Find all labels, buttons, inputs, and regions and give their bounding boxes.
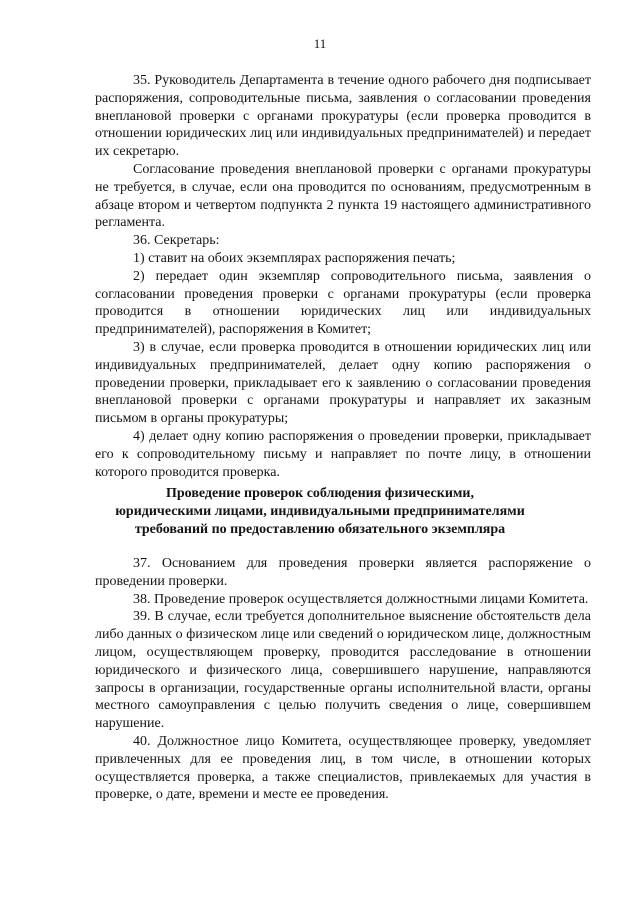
- regulation-text-after: [95, 555, 591, 804]
- paragraph-36: 36. Секретарь:: [133, 233, 220, 249]
- section-heading-line-2: юридическими лицами, индивидуальными предпринимателями: [115, 503, 525, 519]
- paragraph-40: 40. Должностное лицо Комитета, осуществляющее проверку, уведомляет привлеченных для ее проведения лиц, в том числе, в отношении которых осуществляется проверка, а также специалистов, привлекаемых для участия в проверке, о дате, времени и месте ее проведения.: [95, 733, 591, 803]
- paragraph-36-item-2: 2) передает один экземпляр сопроводительного письма, заявления о согласовании проведения проверки с органами прокуратуры (если проверка проводится в отношении юридических лиц или индивидуальных предпринимателей), распоряжения в Комитет;: [95, 268, 591, 338]
- page-number: 11: [313, 36, 327, 51]
- paragraph-36-item-3: 3) в случае, если проверка проводится в отношении юридических лиц или индивидуальных предпринимателей, делает одну копию распоряжения о проведении проверки, прикладывает его к заявлению о согласовании проведения внеплановой проверки с органами прокуратуры и направляет их заказным письмом в органы прокуратуры;: [95, 339, 591, 427]
- section-heading: [60, 485, 580, 538]
- paragraph-38: 38. Проведение проверок осуществляется должностными лицами Комитета.: [133, 591, 589, 607]
- paragraph-37: 37. Основанием для проведения проверки является распоряжение о проведении проверки.: [95, 556, 591, 589]
- paragraph-36-item-1: 1) ставит на обоих экземплярах распоряжения печать;: [133, 250, 456, 266]
- regulation-text-before: [95, 72, 591, 481]
- section-heading-line-1: Проведение проверок соблюдения физическими,: [166, 486, 474, 501]
- paragraph-approval: Согласование проведения внеплановой проверки с органами прокуратуры не требуется, в случае, если она проводится по основаниям, предусмотренным в абзаце втором и четвертом подпункта 2 пункта 19 настоящего административного регламента.: [95, 161, 591, 231]
- paragraph-36-item-4: 4) делает одну копию распоряжения о проведении проверки, прикладывает его к сопроводительному письму и направляет по почте лицу, в отношении которого проводится проверка.: [95, 428, 591, 480]
- paragraph-39: 39. В случае, если требуется дополнительное выяснение обстоятельств дела либо данных о физическом лице или сведений о юридическом лице, должностным лицом, осуществляющем проверку, проводится расследование в отношении юридического и физического лица, совершившего нарушение, направляются запросы в организации, государственные органы исполнительной власти, органы местного самоуправления с целью получить сведения о лице, совершившем нарушение.: [95, 609, 591, 732]
- section-heading-line-3: требований по предоставлению обязательного экземпляра: [134, 521, 506, 537]
- paragraph-35: 35. Руководитель Департамента в течение одного рабочего дня подписывает распоряжения, сопроводительные письма, заявления о согласовании проведения внеплановой проверки с органами прокуратуры (если проверка проводится в отношении юридических лиц или индивидуальных предпринимателей) и передает их секретарю.: [95, 73, 591, 160]
